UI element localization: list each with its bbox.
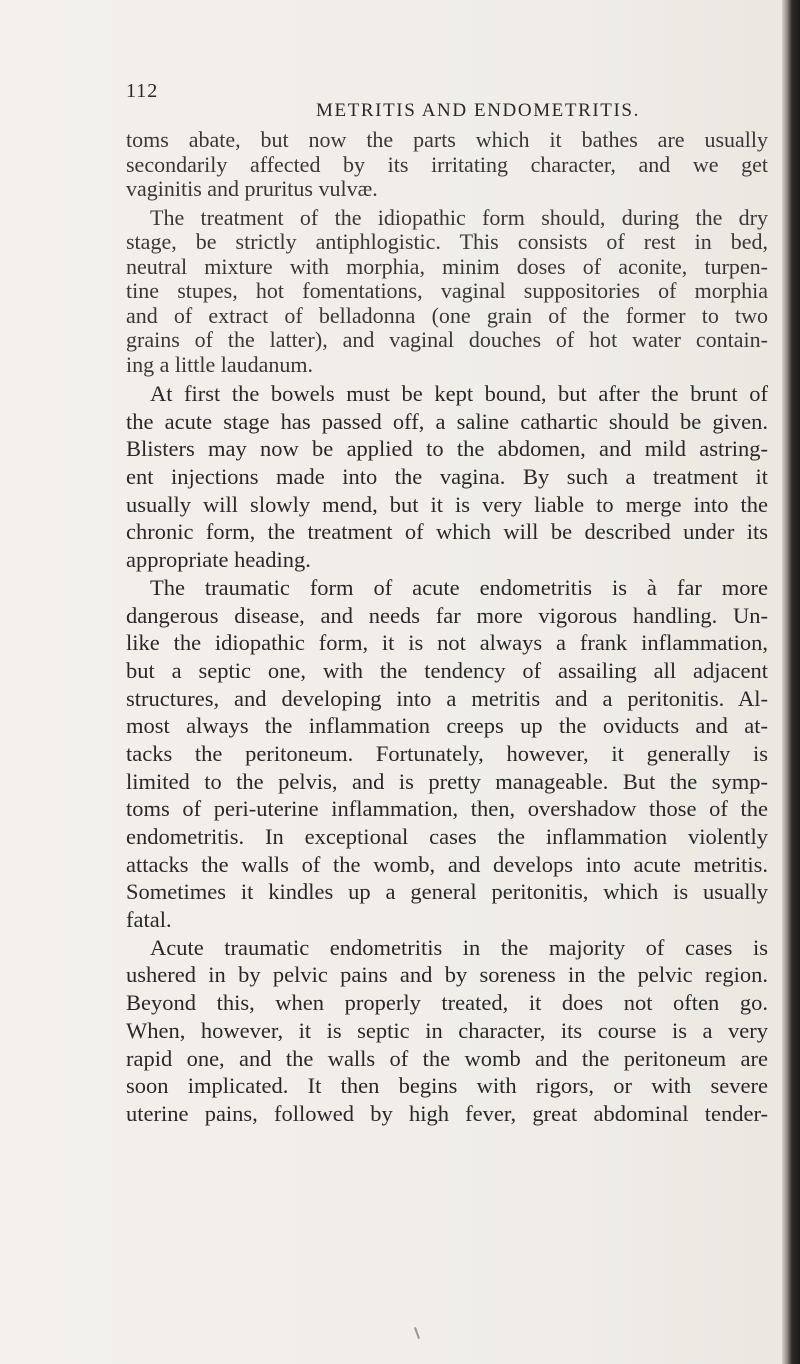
book-binding-edge: [782, 0, 800, 1364]
text-body: [126, 128, 768, 1128]
text-line: fatal.: [126, 907, 172, 933]
text-line: appropriate heading.: [126, 547, 311, 573]
text-line: The treatment of the idiopathic form should, during the dry: [150, 204, 768, 230]
text-line: uterine pains, followed by high fever, great abdominal tender-: [126, 1100, 768, 1126]
text-line: structures, and developing into a metritis and a peritonitis. Al-: [126, 685, 768, 711]
text-line: like the idiopathic form, it is not always a frank inflammation,: [126, 630, 768, 656]
text-line: Beyond this, when properly treated, it does not often go.: [126, 990, 768, 1016]
running-title: METRITIS AND ENDOMETRITIS.: [316, 100, 640, 121]
text-line: the acute stage has passed off, a saline cathartic should be given.: [126, 408, 768, 434]
text-line: endometritis. In exceptional cases the inflammation violently: [126, 824, 768, 849]
text-line: tacks the peritoneum. Fortunately, however, it generally is: [126, 740, 768, 766]
text-line: limited to the pelvis, and is pretty manageable. But the symp-: [126, 768, 768, 794]
text-line: Blisters may now be applied to the abdomen, and mild astring-: [126, 436, 768, 462]
text-line: usually will slowly mend, but it is very liable to merge into the: [126, 491, 768, 517]
text-line: attacks the walls of the womb, and develops into acute metritis.: [126, 851, 768, 877]
text-line: stage, be strictly antiphlogistic. This consists of rest in bed,: [126, 229, 768, 254]
paragraph-1: [126, 128, 768, 202]
text-line: soon implicated. It then begins with rigors, or with severe: [126, 1073, 768, 1099]
text-line: toms abate, but now the parts which it bathes are usually: [126, 127, 768, 152]
text-line: dangerous disease, and needs far more vigorous handling. Un-: [126, 602, 768, 628]
text-line: ing a little laudanum.: [126, 351, 313, 377]
text-line: but a septic one, with the tendency of assailing all adjacent: [126, 657, 768, 683]
text-line: vaginitis and pruritus vulvæ.: [126, 176, 378, 201]
text-line: Sometimes it kindles up a general peritonitis, which is usually: [126, 879, 768, 905]
running-head: [126, 80, 766, 120]
text-line: neutral mixture with morphia, minim doses of aconite, turpen-: [126, 253, 768, 279]
paragraph-4: [126, 574, 768, 934]
paragraph-2: [126, 206, 768, 378]
text-line: most always the inflammation creeps up the oviducts and at-: [126, 713, 768, 739]
text-line: toms of peri-uterine inflammation, then, overshadow those of the: [126, 796, 768, 822]
text-line: The traumatic form of acute endometritis is à far more: [150, 574, 768, 600]
text-line: chronic form, the treatment of which will be described under its: [126, 519, 768, 545]
text-line: When, however, it is septic in character, its course is a very: [126, 1017, 768, 1043]
paragraph-5: [126, 934, 768, 1128]
text-line: At first the bowels must be kept bound, but after the brunt of: [150, 381, 768, 406]
stray-ink-mark: [414, 1327, 420, 1339]
page-number: 112: [126, 80, 159, 102]
paragraph-3: [126, 380, 768, 574]
text-line: ushered in by pelvic pains and by soreness in the pelvic region.: [126, 962, 768, 988]
text-line: grains of the latter), and vaginal douches of hot water contain-: [126, 327, 768, 352]
text-line: rapid one, and the walls of the womb and the peritoneum are: [126, 1045, 768, 1071]
text-line: secondarily affected by its irritating character, and we get: [126, 151, 768, 177]
text-line: and of extract of belladonna (one grain of the former to two: [126, 302, 768, 328]
text-line: tine stupes, hot fomentations, vaginal suppositories of morphia: [126, 278, 768, 303]
text-line: Acute traumatic endometritis in the majority of cases is: [150, 934, 768, 960]
text-line: ent injections made into the vagina. By such a treatment it: [126, 464, 768, 490]
